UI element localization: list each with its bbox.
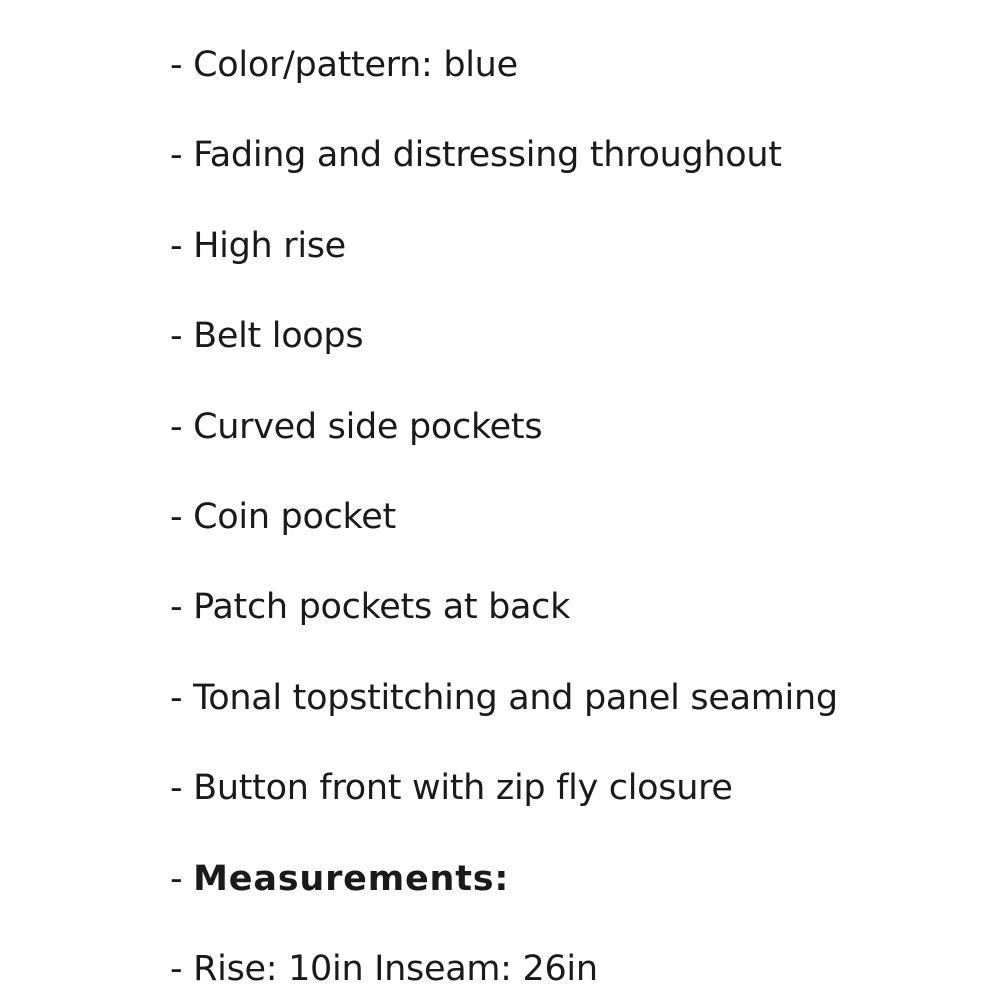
bullet-dash: - xyxy=(170,677,194,718)
product-details-list xyxy=(170,40,838,1000)
detail-item-closure xyxy=(170,763,838,853)
detail-text: Color/pattern: blue xyxy=(193,45,518,85)
measurements-line xyxy=(170,944,838,1000)
detail-item-topstitching xyxy=(170,673,838,763)
detail-text: Coin pocket xyxy=(193,496,396,537)
bullet-dash: - xyxy=(170,496,194,537)
detail-text: Tonal topstitching and panel seaming xyxy=(193,677,838,718)
detail-item-patch-pockets xyxy=(170,582,838,672)
bullet-dash: - xyxy=(170,316,194,357)
bullet-dash: - xyxy=(170,406,194,447)
measurements-heading xyxy=(170,854,838,944)
measurements-heading-text: Measurements: xyxy=(193,858,510,899)
detail-item-belt-loops xyxy=(170,311,838,401)
detail-item-color-pattern xyxy=(170,40,838,130)
bullet-dash: - xyxy=(170,948,194,989)
detail-text: High rise xyxy=(193,225,346,266)
detail-text: Button front with zip fly closure xyxy=(193,768,733,809)
bullet-dash: - xyxy=(170,45,194,85)
bullet-dash: - xyxy=(170,587,194,628)
bullet-dash: - xyxy=(170,225,194,266)
bullet-dash: - xyxy=(170,768,194,809)
bullet-dash: - xyxy=(170,858,194,899)
measurements-text: Rise: 10in Inseam: 26in xyxy=(193,948,598,989)
detail-text: Belt loops xyxy=(193,316,364,357)
detail-text: Curved side pockets xyxy=(193,406,543,447)
detail-item-coin-pocket xyxy=(170,492,838,582)
bullet-dash: - xyxy=(170,135,194,176)
detail-text: Patch pockets at back xyxy=(193,587,571,628)
detail-item-side-pockets xyxy=(170,402,838,492)
detail-text: Fading and distressing throughout xyxy=(193,135,782,176)
detail-item-fading xyxy=(170,130,838,220)
detail-item-high-rise xyxy=(170,221,838,311)
